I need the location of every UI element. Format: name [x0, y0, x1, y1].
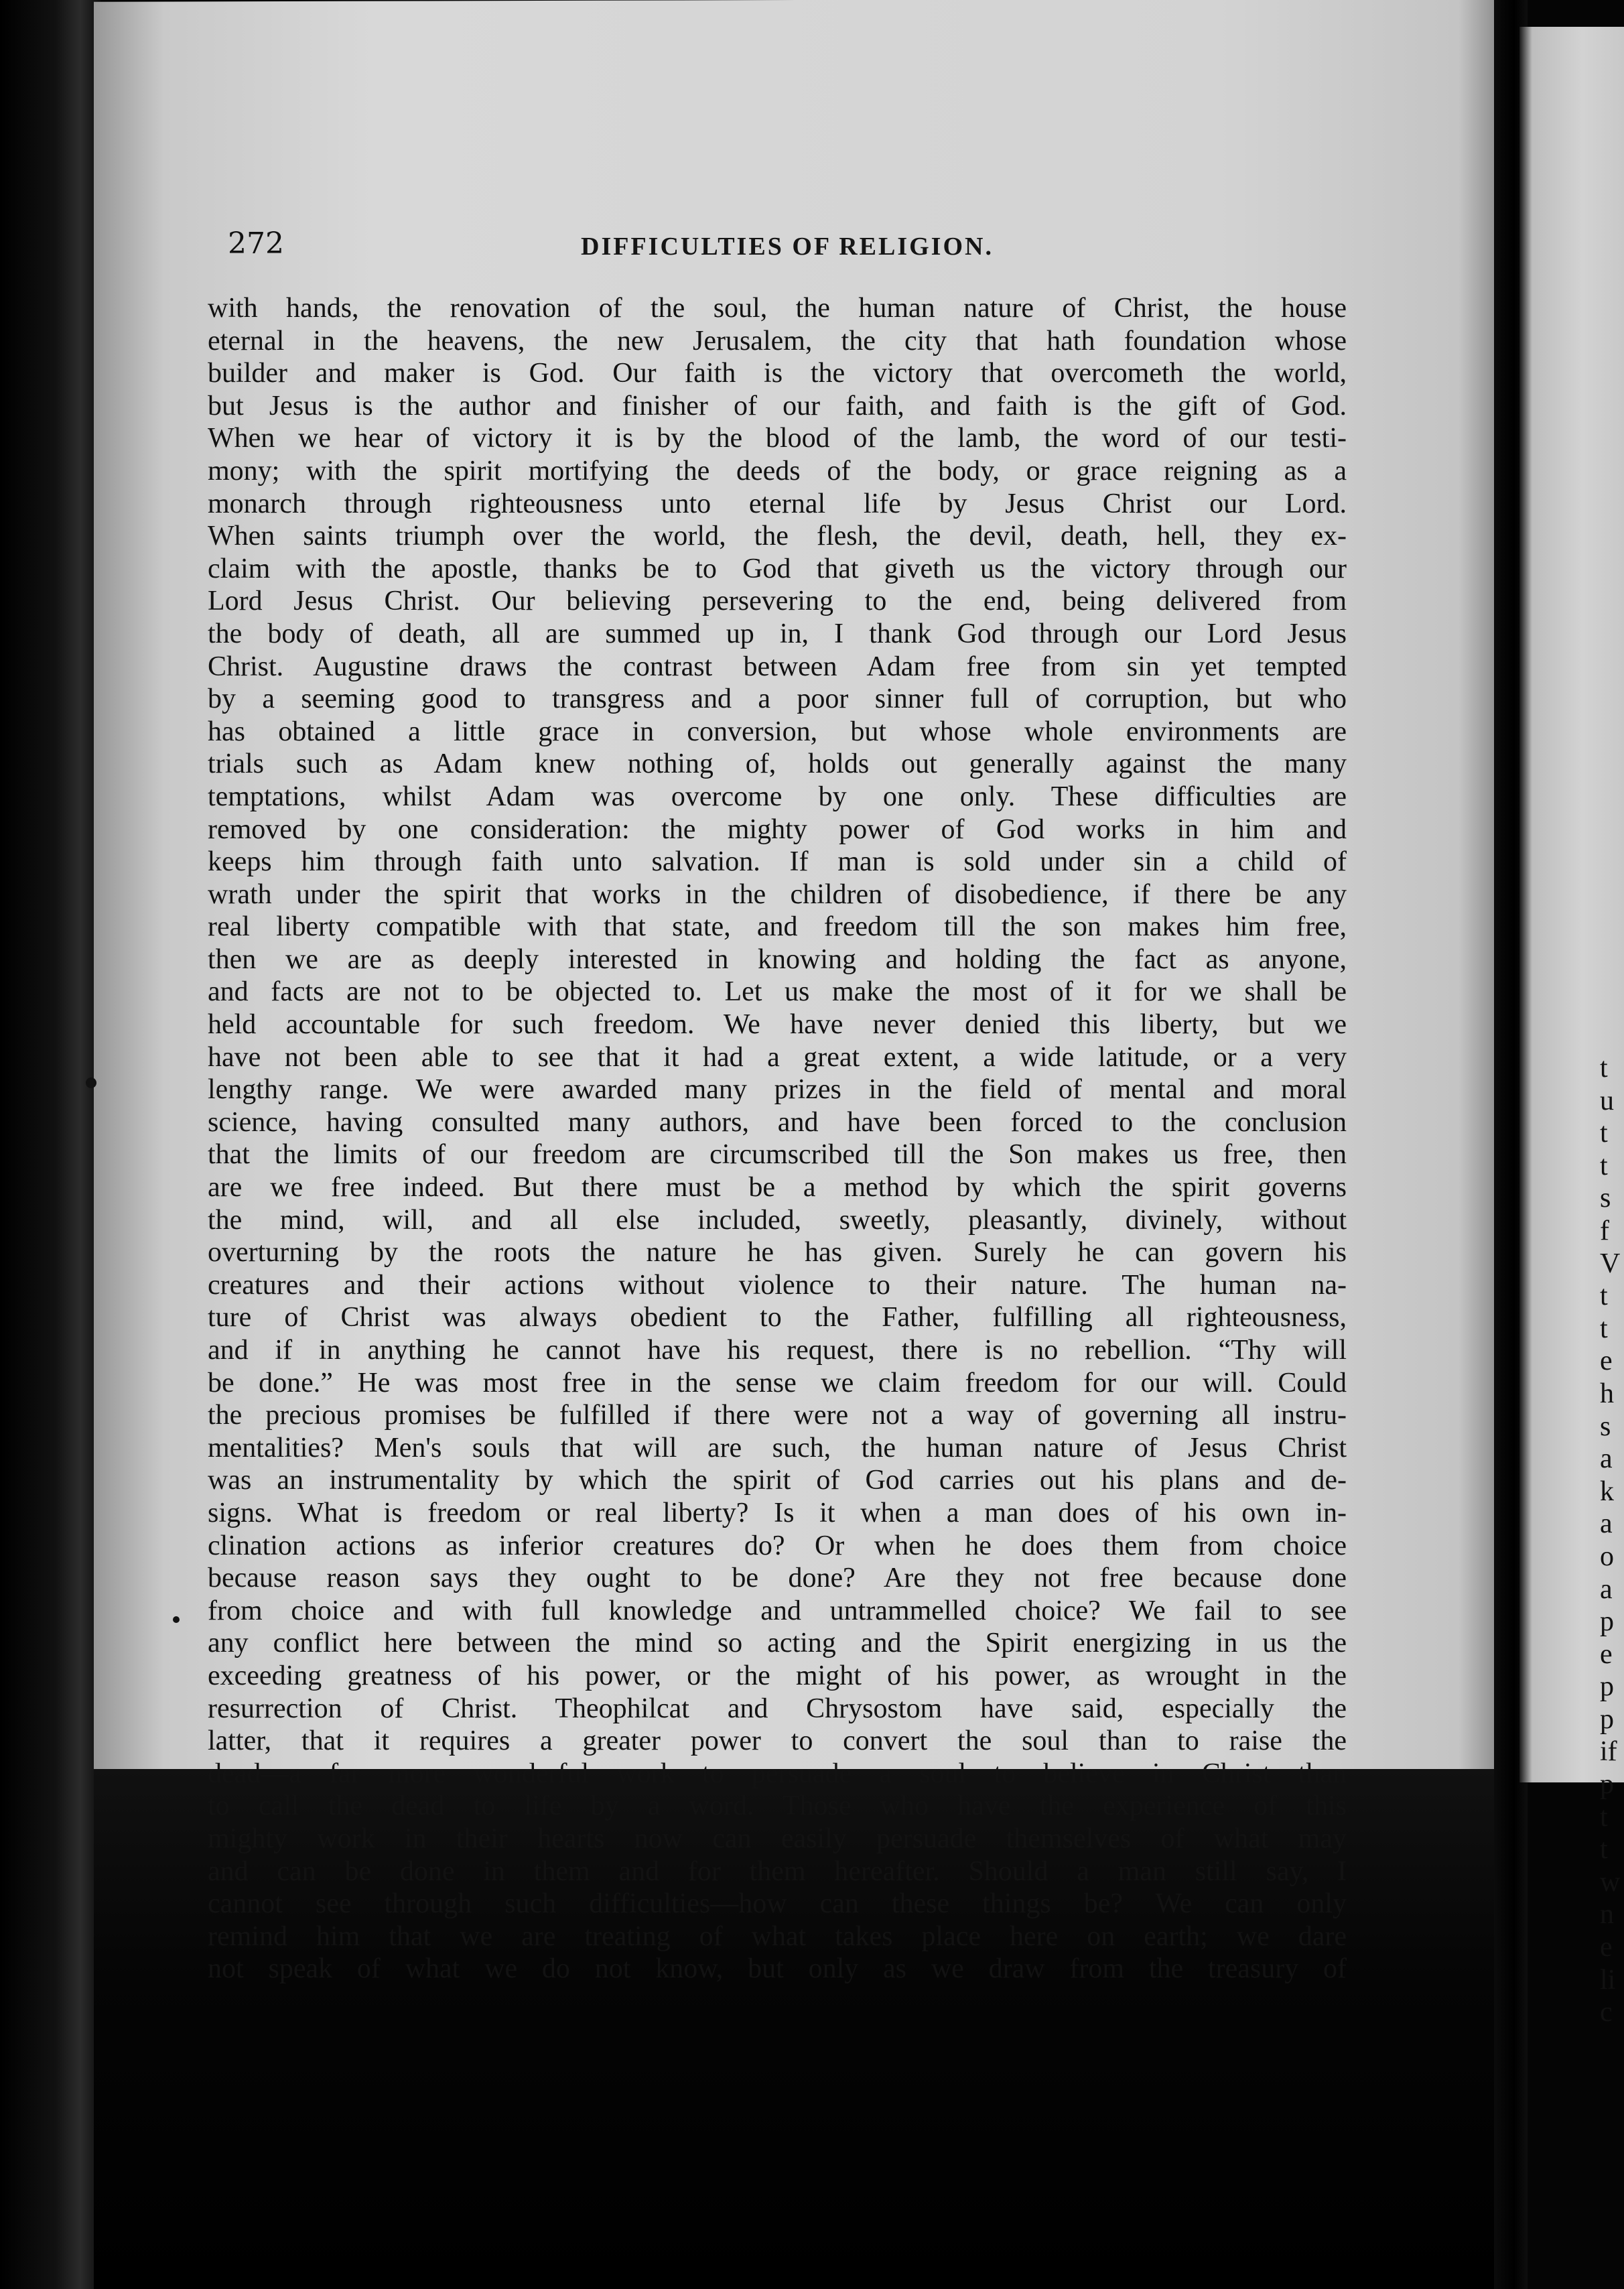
facing-page-fragment: e	[1600, 1346, 1613, 1377]
text-line: real liberty compatible with that state, and freedom till the son makes him free,	[208, 911, 1347, 943]
text-line: with hands, the renovation of the soul, the human nature of Christ, the house	[208, 293, 1347, 324]
facing-page-fragment: t	[1600, 1834, 1608, 1866]
text-line: and can be done in them and for them hereafter. Should a man still say, I	[208, 1855, 1347, 1887]
facing-page-fragment: s	[1600, 1183, 1611, 1214]
running-head	[228, 226, 1347, 267]
text-line: that the limits of our freedom are circumscribed till the Son makes us free, then	[208, 1139, 1347, 1171]
facing-page-fragment: o	[1600, 1541, 1614, 1572]
text-line: ture of Christ was always obedient to the Father, fulfilling all righteousness,	[208, 1302, 1347, 1333]
facing-page-fragment: n	[1600, 1899, 1614, 1931]
text-line: mighty work in their hearts now can easily persuade themselves of what may	[208, 1823, 1347, 1854]
facing-page-fragment: f	[1600, 1215, 1609, 1246]
text-line: cannot see through such difficulties—how can these things be? We can only	[208, 1888, 1347, 1920]
facing-page-fragment: w	[1600, 1866, 1621, 1898]
facing-page-fragment: t	[1600, 1281, 1608, 1312]
text-line: builder and maker is God. Our faith is the victory that overcometh the world,	[208, 358, 1347, 389]
text-line: When we hear of victory it is by the blood of the lamb, the word of our testi-	[208, 423, 1347, 454]
text-line: Christ. Augustine draws the contrast between Adam free from sin yet tempted	[208, 651, 1347, 682]
text-line: signs. What is freedom or real liberty? Is it when a man does of his own in-	[208, 1497, 1347, 1528]
facing-page-fragment: e	[1600, 1638, 1613, 1670]
text-line: held accountable for such freedom. We have never denied this liberty, but we	[208, 1009, 1347, 1041]
text-line: the body of death, all are summed up in, I thank God through our Lord Jesus	[208, 618, 1347, 649]
text-line: because reason says they ought to be done? Are they not free because done	[208, 1563, 1347, 1594]
facing-page-fragment: if	[1600, 1736, 1617, 1768]
text-line: and facts are not to be objected to. Let us make the most of it for we shall be	[208, 976, 1347, 1008]
facing-page-fragment: h	[1600, 1378, 1614, 1409]
text-line: wrath under the spirit that works in the children of disobedience, if there be any	[208, 878, 1347, 910]
facing-page-fragment: u	[1600, 1085, 1614, 1116]
text-line: to call the dead to life by a word. Those who have the experience of this	[208, 1790, 1347, 1822]
text-line: but Jesus is the author and finisher of our faith, and faith is the gift of God.	[208, 390, 1347, 421]
facing-page-fragment: t	[1600, 1313, 1608, 1344]
text-line: claim with the apostle, thanks be to God that giveth us the victory through our	[208, 553, 1347, 584]
text-line: mony; with the spirit mortifying the deeds of the body, or grace reigning as a	[208, 455, 1347, 486]
text-line: resurrection of Christ. Theophilcat and Chrysostom have said, especially the	[208, 1693, 1347, 1724]
facing-page-fragment: t	[1600, 1053, 1608, 1084]
text-line: was an instrumentality by which the spirit of God carries out his plans and de-	[208, 1465, 1347, 1496]
text-line: remind him that we are treating of what takes place here on earth; we dare	[208, 1920, 1347, 1952]
facing-page-fragment: p	[1600, 1703, 1614, 1735]
facing-page-text-fragments	[1600, 1052, 1624, 2029]
text-line: any conflict here between the mind so acting and the Spirit energizing in us the	[208, 1628, 1347, 1659]
text-line: Lord Jesus Christ. Our believing persevering to the end, being delivered from	[208, 586, 1347, 617]
facing-page-fragment: k	[1600, 1476, 1614, 1507]
text-line: clination actions as inferior creatures do? Or when he does them from choice	[208, 1530, 1347, 1561]
running-head-title: DIFFICULTIES OF RELIGION.	[581, 233, 994, 261]
text-line: dead—a far more wonderful work to persuade a soul to believe in Christ than	[208, 1758, 1347, 1789]
text-line: mentalities? Men's souls that will are such, the human nature of Jesus Christ	[208, 1432, 1347, 1463]
text-line: the precious promises be fulfilled if there were not a way of governing all instru-	[208, 1400, 1347, 1431]
facing-page-fragment: a	[1600, 1508, 1613, 1540]
text-line: When saints triumph over the world, the flesh, the devil, death, hell, they ex-	[208, 521, 1347, 552]
page-number: 272	[228, 226, 284, 261]
text-line: overturning by the roots the nature he has given. Surely he can govern his	[208, 1237, 1347, 1268]
scan-speck	[173, 1616, 180, 1623]
facing-page-fragment: p	[1600, 1769, 1614, 1801]
text-line: removed by one consideration: the mighty power of God works in him and	[208, 813, 1347, 845]
text-line: then we are as deeply interested in knowing and holding the fact as anyone,	[208, 943, 1347, 975]
text-line: not speak of what we do not know, but only as we draw from the treasury of	[208, 1953, 1347, 1985]
text-line: latter, that it requires a greater power to convert the soul than to raise the	[208, 1725, 1347, 1757]
facing-page-fragment: t	[1600, 1801, 1608, 1833]
text-line: has obtained a little grace in conversion, but whose whole environments are	[208, 716, 1347, 747]
facing-page-fragment: t	[1600, 1118, 1608, 1149]
facing-page-fragment: p	[1600, 1671, 1614, 1703]
text-line: trials such as Adam knew nothing of, holds out generally against the many	[208, 748, 1347, 780]
text-line: temptations, whilst Adam was overcome by one only. These difficulties are	[208, 781, 1347, 812]
text-line: be done.” He was most free in the sense we claim freedom for our will. Could	[208, 1367, 1347, 1398]
text-line: the mind, will, and all else included, sweetly, pleasantly, divinely, without	[208, 1204, 1347, 1236]
facing-page-fragment: t	[1600, 1150, 1608, 1181]
text-line: have not been able to see that it had a great extent, a wide latitude, or a very	[208, 1041, 1347, 1073]
facing-page-fragment: s	[1600, 1411, 1611, 1442]
book-binding-edge	[0, 0, 100, 2289]
text-line: keeps him through faith unto salvation. If man is sold under sin a child of	[208, 846, 1347, 878]
text-line: monarch through righteousness unto eternal life by Jesus Christ our Lord.	[208, 488, 1347, 519]
text-line: are we free indeed. But there must be a method by which the spirit governs	[208, 1172, 1347, 1203]
text-line: and if in anything he cannot have his request, there is no rebellion. “Thy will	[208, 1335, 1347, 1366]
text-line: science, having consulted many authors, and have been forced to the conclusion	[208, 1106, 1347, 1138]
facing-page-fragment: a	[1600, 1443, 1613, 1475]
facing-page-fragment: li	[1600, 1964, 1616, 1996]
facing-page-fragment: a	[1600, 1573, 1613, 1605]
page-body-text	[208, 292, 1347, 1985]
facing-page-fragment: e	[1600, 1932, 1613, 1963]
text-line: eternal in the heavens, the new Jerusalem, the city that hath foundation whose	[208, 325, 1347, 356]
scan-speck	[86, 1077, 96, 1088]
text-line: creatures and their actions without violence to their nature. The human na-	[208, 1269, 1347, 1301]
facing-page-fragment: c	[1600, 1997, 1613, 2028]
text-line: by a seeming good to transgress and a poor sinner full of corruption, but who	[208, 683, 1347, 715]
text-line: from choice and with full knowledge and untrammelled choice? We fail to see	[208, 1595, 1347, 1626]
facing-page-fragment: p	[1600, 1606, 1614, 1638]
facing-page-fragment: V	[1600, 1248, 1621, 1279]
text-line: lengthy range. We were awarded many prizes in the field of mental and moral	[208, 1074, 1347, 1106]
text-line: exceeding greatness of his power, or the might of his power, as wrought in the	[208, 1660, 1347, 1691]
